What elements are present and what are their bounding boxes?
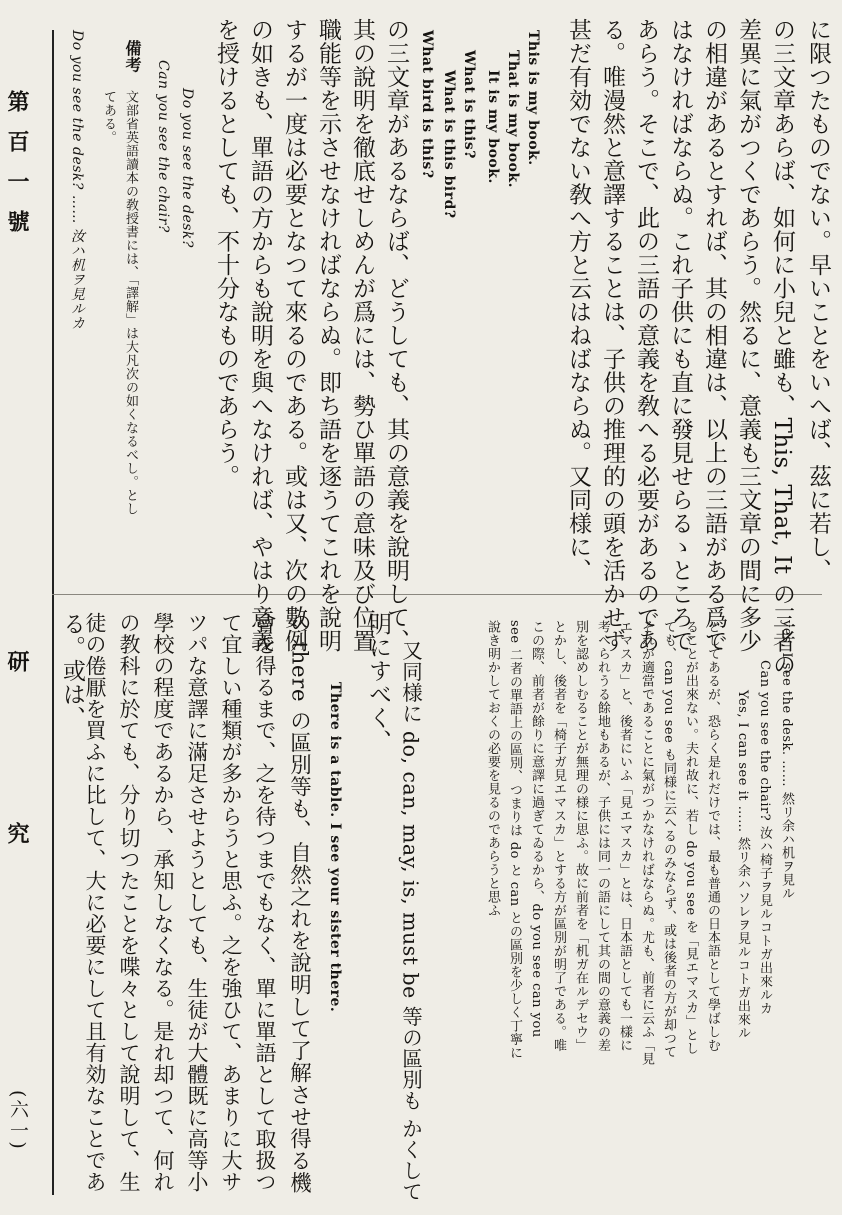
page-number: (六一) — [7, 1090, 29, 1151]
issue-number: 第百一號 — [4, 90, 30, 250]
text-line: That is my book. — [505, 50, 521, 188]
text-line: see 二者の單語上の區別、つまりは do と can との區別を少しく丁寧に — [507, 620, 522, 1060]
text-line: Do you see the desk? …… 汝ハ机ヲ見ルカ — [69, 30, 85, 331]
text-line: 學校の程度であるから、承知しなくなる。是れ却つて、何れ — [151, 612, 175, 1193]
text-line: の教科に於ても、分り切つたことを喋々として說明して、生 — [117, 612, 141, 1193]
text-line: の三文章あらば、如何に小兒と雖も、This, That, It の三者の — [769, 18, 795, 677]
text-line: 甚だ有効でない敎へ方と云はねばならぬ。又同様に、 — [565, 18, 591, 582]
text-line: それが適當であることに氣がつかなければならぬ。尤も、前者に云ふ「見 — [639, 620, 654, 1066]
text-line: 會を得るまで、之を待つまでもなく、單に單語として取扱つ — [253, 612, 277, 1193]
text-line: 差異に氣がつくであらう。然るに、意義も三文章の間に多少 — [735, 18, 761, 653]
text-line: あらう。そこで、此の三語の意義を敎へる必要があるのであ — [633, 18, 659, 653]
text-line: て宜しい種類が多からうと思ふ。之を強ひて、あまりに大サ — [219, 612, 243, 1193]
text-line: 徒の倦厭を買ふに比して、大に必要にして且有効なことであ — [83, 612, 107, 1193]
text-line: 明にすべく、 — [365, 612, 391, 753]
text-line: の相違があるとすれば、其の相違は、以上の三語がある爲で — [701, 18, 727, 653]
text-line: る。唯漫然と意譯することは、子供の推理的の頭を活かせず — [599, 18, 625, 653]
text-line: この際、前者が餘りに意譯に過ぎてゐるから、do you see can you — [529, 620, 544, 1038]
text-line: What is this? — [461, 50, 477, 159]
text-line: 職能等を示させなければならぬ。即ち語を逐うてこれを說明 — [315, 18, 341, 653]
text-line: Yes, I can see it …… 然リ余ハソレヲ見ルコトガ出來ル — [735, 690, 750, 1040]
text-line: What is this bird? — [441, 70, 457, 219]
text-line: に限つたものでない。早いことをいへば、茲に若し、 — [805, 18, 831, 582]
text-line: エマスカ」と、後者にいふ「見エマスカ」とは、日本語としても一樣に — [617, 620, 632, 1052]
text-line: 考へられうる餘地もあるが、子供には同一の語にして其の間の意義の差 — [595, 620, 610, 1052]
text-line: Can you see the chair? — [155, 60, 171, 233]
text-line: はなければならぬ。これ子供にも直に發見せらるゝところで — [667, 18, 693, 653]
journal-title: 研究 — [4, 650, 30, 994]
text-line: するが一度は必要となつて來るのである。或は又、次の數例 — [281, 18, 307, 653]
text-line: Do you see the desk? — [179, 88, 195, 248]
text-line: ツパな意譯に滿足させようとしても、生徒が大體既に高等小 — [185, 612, 209, 1193]
text-line: ても、can you see も同様に云へるのみならず、或は後者の方が却つて — [661, 620, 676, 1059]
text-line: There is a table. I see your sister there. — [327, 682, 343, 1013]
text-line: の there の區別等も、自然之れを說明して了解させ得る機 — [286, 612, 312, 1194]
note-label: 備考 — [123, 40, 142, 73]
text-line: Can you see the chair? 汝ハ椅子ヲ見ルコトガ出來ルカ — [757, 660, 772, 1015]
text-line: を授けるとしても、不十分なものであらう。 — [213, 18, 239, 488]
text-line: としてあるが、恐らく是れだけでは、最も普通の日本語として學ばしむ — [705, 620, 720, 1052]
text-line: What bird is this? — [419, 30, 435, 179]
margin-rule — [52, 30, 54, 1195]
text-line: yes, I see the desk. …… 然リ余ハ机ヲ見ル — [779, 620, 794, 900]
text-line: の三文章があるならば、どうしても、其の意義を說明して、 — [383, 18, 409, 653]
text-line: る。或は、 — [59, 612, 85, 730]
text-line: とかし、後者を「椅子ガ見エマスカ」とする方が區別が明了である。唯 — [551, 620, 566, 1052]
text-line: 別を認めしむることが無理の様に思ふ。故に前者を「机ガ在ルデセウ」 — [573, 620, 588, 1052]
text-line: 文部省英語讀本の敎授書には、「譯解」は大凡次の如くなるべし。とし — [123, 90, 138, 516]
text-line: ることが出來ない。夫れ故に、若し do you see を「見エマスカ」とし — [683, 620, 698, 1056]
text-line: 其の說明を徹底せしめんが爲には、勢ひ單語の意味及び位置 — [349, 18, 375, 653]
text-line: It is my book. — [485, 70, 501, 184]
text-line: This is my book. — [525, 30, 541, 166]
text-line: の如きも、單語の方からも說明を與へなければ、やはり意義 — [247, 18, 273, 653]
text-line: 又同様に do, can, may, is, must be 等の區別も かくして — [398, 640, 423, 1202]
text-line: てある。 — [101, 90, 116, 144]
text-line: 說き明かしておくの必要を見るのであらうと思ふ — [485, 620, 500, 917]
